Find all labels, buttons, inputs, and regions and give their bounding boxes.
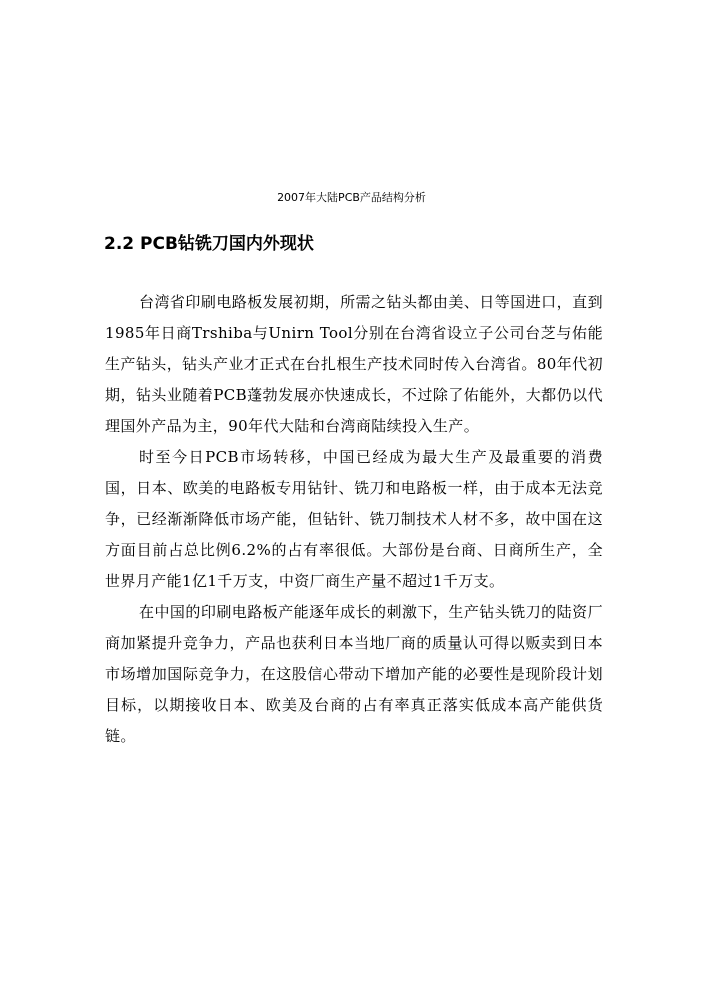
paragraph-2: 时至今日PCB市场转移，中国已经成为最大生产及最重要的消费国，日本、欧美的电路板专用钻针、铣刀和电路板一样，由于成本无法竞争，已经渐渐降低市场产能，但钻针、铣刀制技术人材不多，故中国在这方面目前占总比例6.2%的占有率很低。大部份是台商、日商所生产，全世界月产能1亿1千万支，中资厂商生产量不超过1千万支。 bbox=[105, 448, 603, 590]
paragraph-1: 台湾省印刷电路板发展初期，所需之钻头都由美、日等国进口，直到1985年日商Trshiba与Unirn Tool分别在台湾省设立子公司台芝与佑能生产钻头，钻头产业才正式在台扎根生产技术同时传入台湾省。80年代初期，钻头业随着PCB蓬勃发展亦快速成长，不过除了佑能外，大都仍以代理国外产品为主，90年代大陆和台湾商陆续投入生产。 bbox=[105, 293, 603, 435]
section-heading: 2.2 PCB钻铣刀国内外现状 bbox=[104, 234, 314, 254]
running-header: 2007年大陆PCB产品结构分析 bbox=[277, 191, 426, 204]
paragraph-3: 在中国的印刷电路板产能逐年成长的刺激下，生产钻头铣刀的陆资厂商加紧提升竞争力，产品也获利日本当地厂商的质量认可得以贩卖到日本市场增加国际竞争力，在这股信心带动下增加产能的必要性是现阶段计划目标，以期接收日本、欧美及台商的占有率真正落实低成本高产能供货链。 bbox=[105, 603, 603, 745]
body-text bbox=[105, 287, 603, 752]
